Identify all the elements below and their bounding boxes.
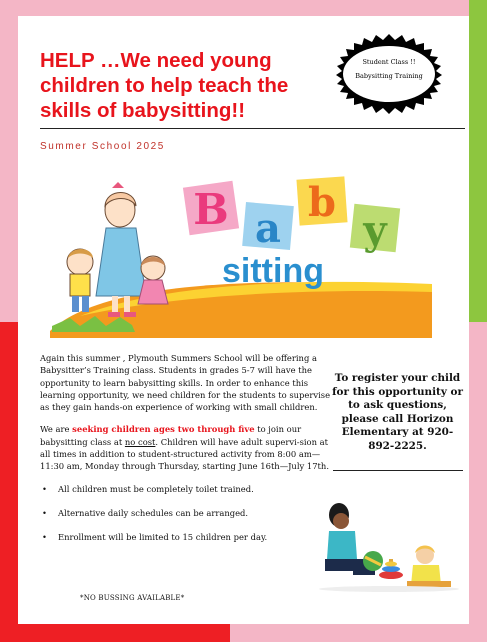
body-text	[40, 352, 335, 556]
no-cost-text: no cost	[124, 436, 156, 447]
requirements-list	[40, 483, 335, 544]
letter-a: a	[255, 205, 281, 252]
list-item: • All children must be completely toilet trained.	[42, 483, 254, 494]
frame-bottom-right	[230, 624, 487, 642]
frame-bottom-left	[0, 624, 230, 642]
frame-left-red	[0, 322, 18, 642]
word-sitting: sitting	[222, 252, 324, 290]
frame-top	[0, 0, 487, 16]
boy-figure	[67, 249, 93, 312]
headline: HELP …We need young children to help teach the skills of babysitting!!	[40, 49, 289, 122]
paragraph-2: We are seeking children ages two through five to join our babysitting class at no cost. Children will have adult supervi-sion at all times in addition to student-structured activity from 8:00 am—11:30 am, Monday through Thursday, starting June 16th—July 17th.	[40, 424, 329, 472]
letter-b: B	[193, 185, 229, 234]
paragraph-1: Again this summer , Plymouth Summers School will be offering a Babysitter’s Training class. Students in grades 5-7 will have the opportunity to learn babysitting skills. In order to enhance this learning opportunity, we need children for the students to supervise as they gain hands-on experience of working with small children.	[40, 353, 331, 413]
frame-right-pink	[469, 322, 487, 642]
bullet-icon: •	[42, 483, 47, 494]
baby-word-blocks	[183, 176, 400, 254]
registration-info: To register your child for this opportunity or to ask questions, please call Horizon Elementary at 920-892-2225.	[332, 372, 463, 452]
list-item: • Alternative daily schedules can be arranged.	[42, 507, 249, 518]
divider-top	[40, 128, 465, 129]
babysitting-illustration	[40, 166, 432, 338]
teacher-child-illustration	[315, 497, 467, 593]
divider-right	[333, 470, 463, 471]
class-badge	[320, 32, 458, 116]
subtitle: Summer School 2025	[40, 141, 165, 152]
badge-line-1: Student Class !!	[362, 58, 416, 66]
bullet-icon: •	[42, 507, 47, 518]
frame-right-green	[469, 0, 487, 322]
badge-line-2: Babysitting Training	[355, 72, 423, 80]
frame-left-pink	[0, 0, 18, 322]
list-item: • Enrollment will be limited to 15 children per day.	[42, 532, 268, 543]
letter-b2: b	[308, 179, 336, 226]
letter-y: y	[363, 207, 387, 254]
age-highlight: seeking children ages two through five	[72, 424, 255, 435]
no-bussing-note: *NO BUSSING AVAILABLE*	[80, 594, 185, 602]
bullet-icon: •	[42, 532, 47, 543]
